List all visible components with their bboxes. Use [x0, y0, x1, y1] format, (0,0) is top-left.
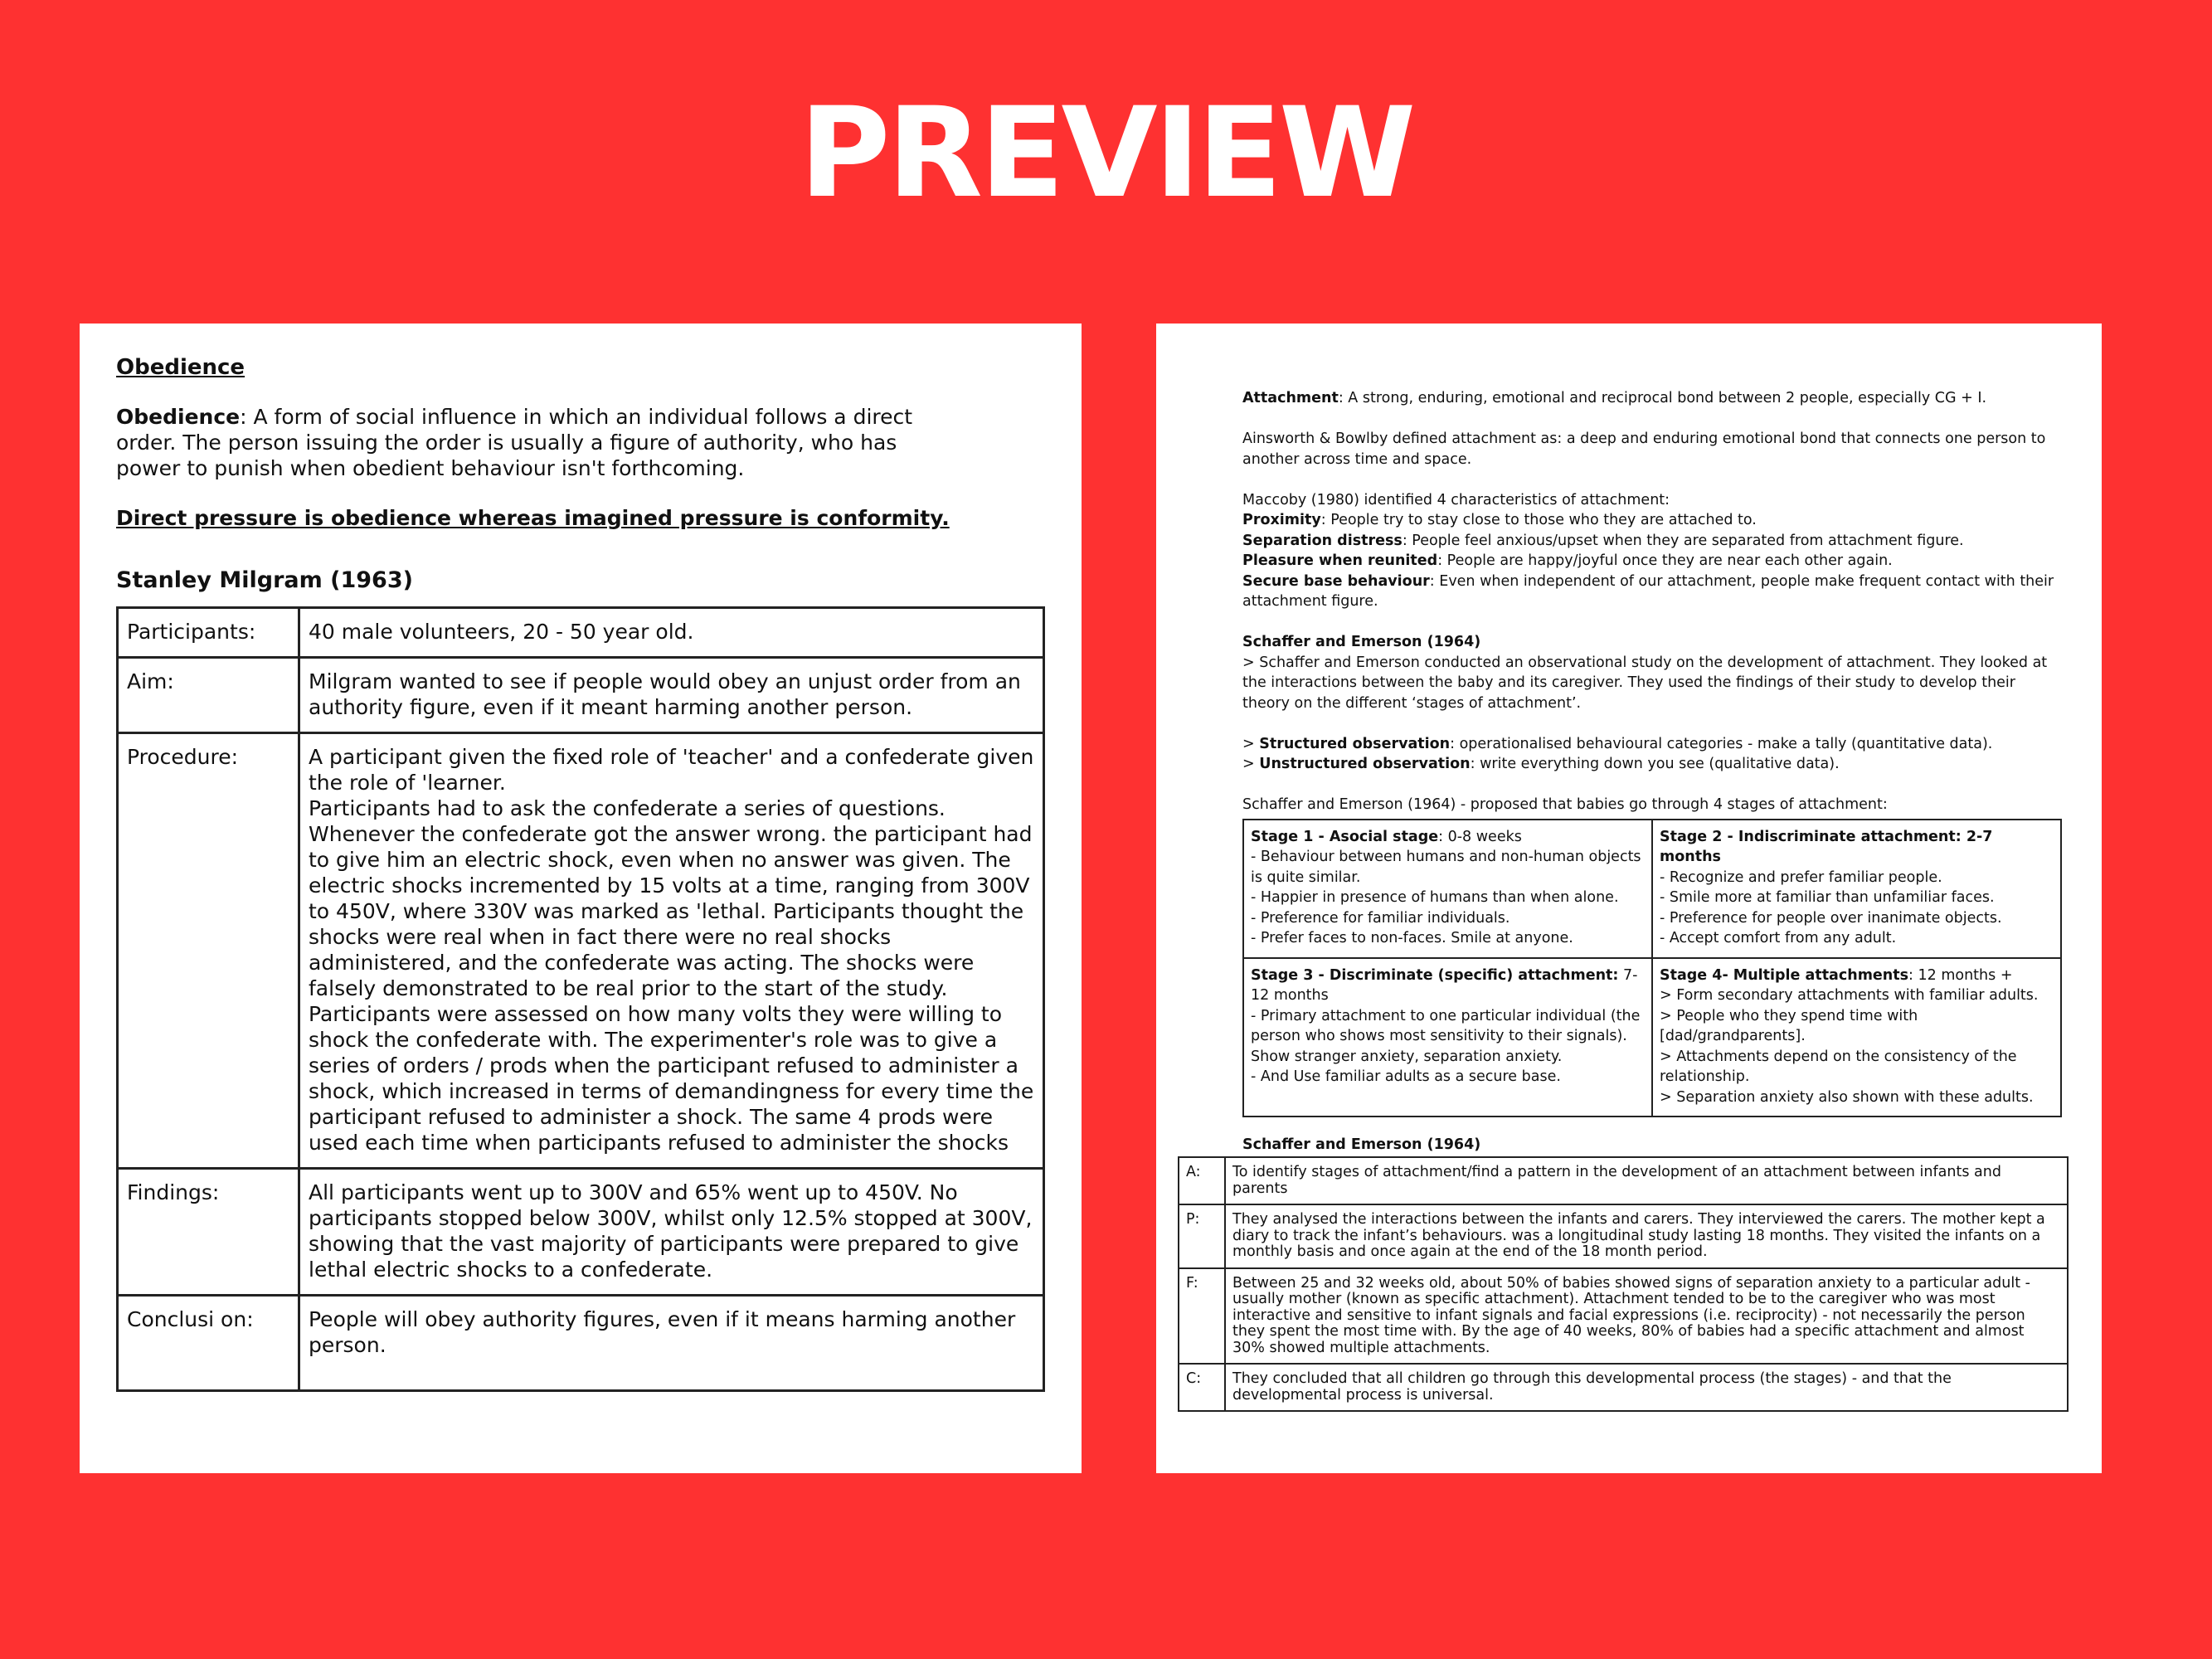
characteristic-text: : People feel anxious/upset when they are separated from attachment figure.	[1402, 532, 1964, 549]
afpc-table	[1178, 1156, 2069, 1412]
study-title: Stanley Milgram (1963)	[116, 567, 413, 593]
stage-age: 7-12 months	[1251, 966, 1638, 1004]
milgram-table	[116, 606, 1045, 1392]
stages-table	[1242, 819, 2062, 1118]
page-content	[1242, 388, 2064, 1117]
row-text: All participants went up to 300V and 65% went up to 450V. No participants stopped below 300V, whilst only 12.5% stopped at 300V, showing that the vast majority of participants were prepared to give lethal electric shocks to a confederate.	[299, 1169, 1044, 1296]
table-row	[118, 658, 1044, 733]
characteristic-text: : People try to stay close to those who they are attached to.	[1320, 512, 1757, 528]
row-value: They analysed the interactions between the infants and carers. They interviewed the carers. The mother kept a diary to track the infant’s behaviours. was a longitudinal study lasting 18 months. They visited the infants on a monthly basis and once again at the end of the 18 month period.	[1225, 1204, 2068, 1268]
row-label: Aim:	[118, 658, 299, 733]
stage-title: Stage 1 - Asocial stage	[1251, 828, 1439, 845]
stage-line: - Preference for familiar individuals.	[1251, 909, 1510, 927]
row-key: F:	[1179, 1268, 1225, 1365]
characteristic-item	[1242, 531, 2064, 552]
stage-title: Stage 3 - Discriminate (specific) attachment:	[1251, 966, 1619, 984]
attachment-text: : A strong, enduring, emotional and reciprocal bond between 2 people, especially CG + I.	[1338, 390, 1987, 406]
attachment-term: Attachment	[1242, 390, 1339, 406]
table-row	[118, 1296, 1044, 1391]
row-label: Findings:	[118, 1169, 299, 1296]
stage-line: - Smile more at familiar than unfamiliar faces.	[1660, 889, 1995, 906]
stage-line: - And Use familiar adults as a secure base.	[1251, 1068, 1561, 1085]
structured-observation: > Structured observation: operationalised behavioural categories - make a tally (quantitative data).	[1242, 735, 1993, 752]
se-description: > Schaffer and Emerson conducted an observational study on the development of attachment. They looked at the interactions between the baby and its caregiver. They used the findings of their study to develop their theory on the different ‘stages of attachment’.	[1242, 654, 2048, 712]
row-key: A:	[1179, 1157, 1225, 1204]
definition-text: : A form of social influence in which an individual follows a direct order. The person issuing the order is usually a figure of authority, who has power to punish when obedient behaviour isn't forthcoming.	[116, 405, 913, 480]
unstructured-text: : write everything down you see (qualitative data).	[1470, 756, 1840, 772]
characteristic-text: : People are happy/joyful once they are near each other again.	[1437, 552, 1893, 569]
characteristic-item	[1242, 572, 2064, 612]
row-text: Milgram wanted to see if people would obey an unjust order from an authority figure, even if it meant harming another person.	[299, 658, 1044, 733]
row-value: They concluded that all children go through this developmental process (the stages) - and that the developmental process is universal.	[1225, 1364, 2068, 1411]
stage-title: Stage 4- Multiple attachments	[1660, 966, 1909, 984]
characteristic-item	[1242, 510, 2064, 531]
row-value: Between 25 and 32 weeks old, about 50% of babies showed signs of separation anxiety to a particular adult - usually mother (known as specific attachment). Attachment tended to be to the caregiver who was most interactive and sensitive to infant signals and facial expressions (i.e. reciprocity) - not necessarily the person they spent the most time with. By the age of 40 weeks, 80% of babies had a specific attachment and almost 30% showed multiple attachments.	[1225, 1268, 2068, 1365]
stage-line: - Happier in presence of humans than when alone.	[1251, 889, 1619, 906]
stage-cell	[1652, 958, 2061, 1117]
table-row	[118, 733, 1044, 1169]
afpc-title: Schaffer and Emerson (1964)	[1242, 1136, 1481, 1153]
row-label: Participants:	[118, 608, 299, 658]
stage-cell	[1243, 958, 1652, 1117]
row-text: People will obey authority figures, even if it means harming another person.	[299, 1296, 1044, 1391]
row-label: Procedure:	[118, 733, 299, 1169]
structured-text: : operationalised behavioural categories - make a tally (quantitative data).	[1450, 735, 1993, 752]
page-obedience	[80, 324, 1082, 1473]
attachment-definition	[1242, 388, 2064, 409]
maccoby-intro: Maccoby (1980) identified 4 characteristics of attachment:	[1242, 491, 1670, 508]
table-row	[1179, 1204, 2068, 1268]
stage-cell	[1652, 820, 2061, 958]
characteristic-term: Proximity	[1242, 512, 1321, 528]
stage-line: - Preference for people over inanimate objects.	[1660, 909, 2002, 927]
table-row	[1179, 1157, 2068, 1204]
row-text: A participant given the fixed role of 'teacher' and a confederate given the role of 'learner. Participants had to ask the confederate a series of questions. Whenever the confederate got the answer wrong. the participant had to give him an electric shock, even when no answer was given. The electric shocks incremented by 15 volts at a time, ranging from 300V to 450V, where 330V was marked as 'lethal. Participants thought the shocks were real when in fact there were no real shocks administered, and the confederate was acting. The shocks were falsely demonstrated to be real prior to the start of the study. Participants were assessed on how many volts they were willing to shock the confederate with. The experimenter's role was to give a series of orders / prods when the participant refused to administer a shock, which increased in terms of demandingness for every time the participant refused to administer a shock. The same 4 prods were used each time when participants refused to administer the shocks	[299, 733, 1044, 1169]
stage-age: : 12 months +	[1908, 966, 2013, 984]
preview-banner: PREVIEW	[799, 81, 1413, 226]
page-content	[116, 355, 1045, 1392]
stage-age: : 0-8 weeks	[1438, 828, 1522, 845]
table-row	[118, 1169, 1044, 1296]
ainsworth-definition: Ainsworth & Bowlby defined attachment as: a deep and enduring emotional bond that connects one person to another across time and space.	[1242, 431, 2046, 468]
stage-line: > Separation anxiety also shown with these adults.	[1660, 1088, 2034, 1106]
row-text: 40 male volunteers, 20 - 50 year old.	[299, 608, 1044, 658]
stage-line: > Attachments depend on the consistency of the relationship.	[1660, 1048, 2017, 1085]
unstructured-term: Unstructured observation	[1259, 756, 1471, 772]
row-label: Conclusi on:	[118, 1296, 299, 1391]
unstructured-observation: > Unstructured observation: write everything down you see (qualitative data).	[1242, 756, 1840, 772]
table-row	[1243, 958, 2061, 1117]
structured-term: Structured observation	[1259, 735, 1451, 752]
stage-line: - Behaviour between humans and non-human objects is quite similar.	[1251, 849, 1641, 886]
row-value: To identify stages of attachment/find a pattern in the development of an attachment between infants and parents	[1225, 1157, 2068, 1204]
definition-term: Obedience	[116, 405, 241, 429]
page-heading: Obedience	[116, 355, 246, 380]
row-key: C:	[1179, 1364, 1225, 1411]
characteristic-text: : Even when independent of our attachment, people make frequent contact with their attachment figure.	[1242, 572, 2054, 610]
table-row	[118, 608, 1044, 658]
stage-line: > Form secondary attachments with familiar adults.	[1660, 987, 2039, 1004]
stage-cell	[1243, 820, 1652, 958]
stages-intro: Schaffer and Emerson (1964) - proposed that babies go through 4 stages of attachment:	[1242, 796, 1888, 813]
stage-line: - Primary attachment to one particular individual (the person who shows most sensitivity to their signals). Show stranger anxiety, separation anxiety.	[1251, 1007, 1641, 1065]
stage-line: - Prefer faces to non-faces. Smile at anyone.	[1251, 930, 1573, 946]
stage-line: > People who they spend time with [dad/grandparents].	[1660, 1007, 1918, 1044]
row-key: P:	[1179, 1204, 1225, 1268]
stage-title: Stage 2 - Indiscriminate attachment: 2-7 months	[1660, 828, 1993, 865]
characteristic-term: Separation distress	[1242, 532, 1403, 549]
page-attachment	[1156, 324, 2102, 1473]
characteristic-item	[1242, 551, 2064, 572]
characteristic-term: Pleasure when reunited	[1242, 552, 1438, 569]
pressure-statement: Direct pressure is obedience whereas imagined pressure is conformity.	[116, 506, 950, 530]
stage-line: - Recognize and prefer familiar people.	[1660, 868, 1942, 886]
stage-line: - Accept comfort from any adult.	[1660, 930, 1897, 946]
table-row	[1243, 820, 2061, 958]
table-row	[1179, 1268, 2068, 1365]
se-title	[1242, 632, 2064, 653]
se-title-text: Schaffer and Emerson (1964)	[1242, 634, 1481, 650]
characteristic-term: Secure base behaviour	[1242, 572, 1430, 590]
obedience-definition	[116, 404, 929, 481]
table-row	[1179, 1364, 2068, 1411]
